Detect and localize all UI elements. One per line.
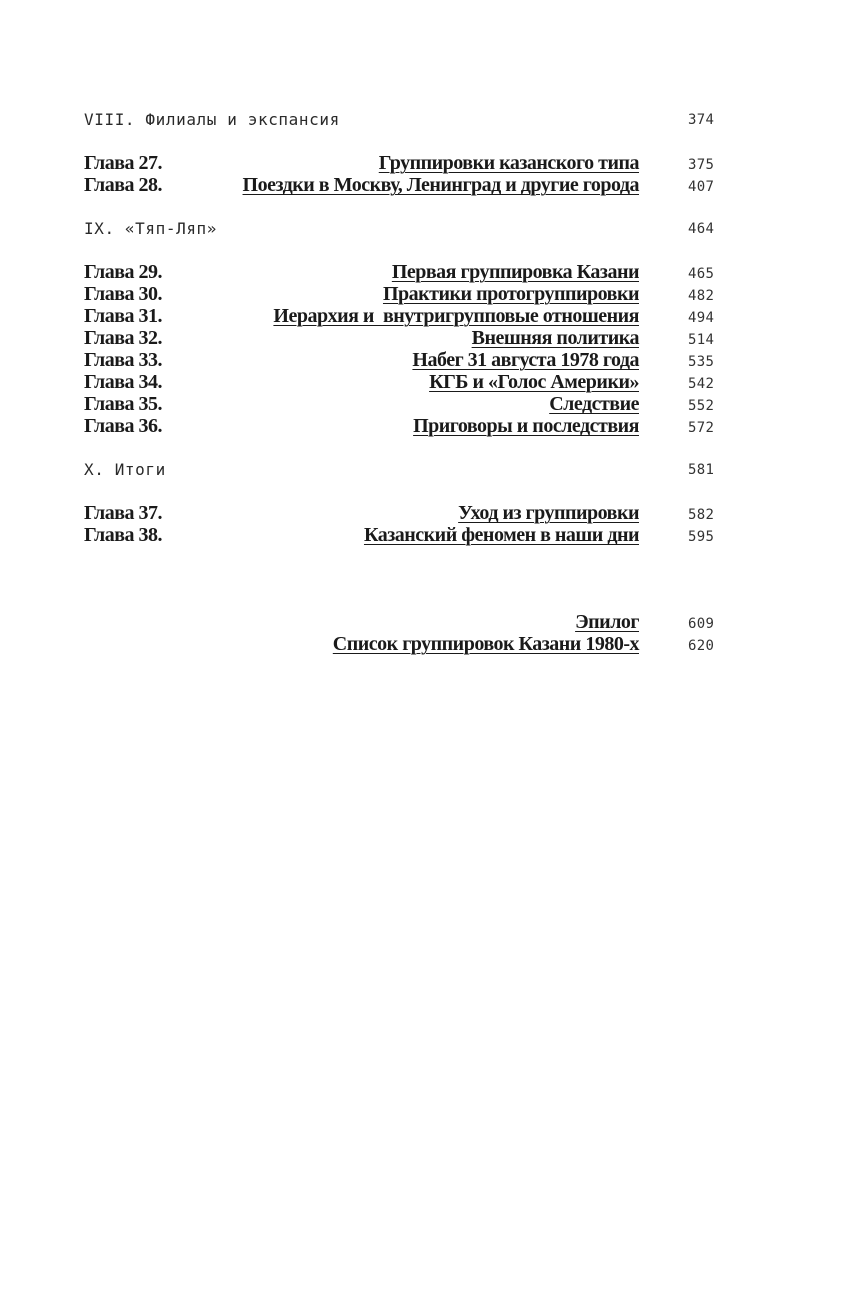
part-title: IX. «Тяп-Ляп» xyxy=(84,219,218,238)
part-page-number: 464 xyxy=(688,221,715,237)
chapter-title-link[interactable]: Поездки в Москву, Ленинград и другие города xyxy=(242,174,639,196)
back-matter-entry[interactable] xyxy=(84,633,724,655)
chapter-entry[interactable] xyxy=(84,393,724,415)
chapter-entry[interactable] xyxy=(84,174,724,196)
chapter-page-number: 582 xyxy=(688,507,715,523)
chapter-label: Глава 30. xyxy=(84,283,162,305)
chapter-title-link[interactable]: Приговоры и последствия xyxy=(413,415,639,437)
chapter-page-number: 542 xyxy=(688,376,715,392)
chapter-label: Глава 34. xyxy=(84,371,162,393)
gang-list-link[interactable]: Список группировок Казани 1980-х xyxy=(332,633,639,655)
chapter-page-number: 595 xyxy=(688,529,715,545)
chapter-entry[interactable] xyxy=(84,152,724,174)
part-title: X. Итоги xyxy=(84,460,166,479)
chapter-entry[interactable] xyxy=(84,327,724,349)
chapter-page-number: 494 xyxy=(688,310,715,326)
chapter-label: Глава 29. xyxy=(84,261,162,283)
back-matter-list xyxy=(84,611,724,655)
back-matter-entry[interactable] xyxy=(84,611,724,633)
part-heading[interactable] xyxy=(84,109,724,131)
chapter-title-link[interactable]: Следствие xyxy=(549,393,639,415)
chapter-title-link[interactable]: Казанский феномен в наши дни xyxy=(363,524,639,546)
part-heading[interactable] xyxy=(84,459,724,481)
part-page-number: 374 xyxy=(688,112,715,128)
part-page-number: 581 xyxy=(688,462,715,478)
chapter-entry[interactable] xyxy=(84,305,724,327)
chapter-title-link[interactable]: КГБ и «Голос Америки» xyxy=(429,371,639,393)
chapter-entry[interactable] xyxy=(84,415,724,437)
chapter-title-link[interactable]: Группировки казанского типа xyxy=(378,152,639,174)
chapter-label: Глава 36. xyxy=(84,415,162,437)
chapter-title-link[interactable]: Первая группировка Казани xyxy=(391,261,639,283)
chapter-title-link[interactable]: Уход из группировки xyxy=(458,502,639,524)
chapter-page-number: 407 xyxy=(688,179,715,195)
chapter-list xyxy=(84,261,724,437)
part-heading[interactable] xyxy=(84,218,724,240)
chapter-entry[interactable] xyxy=(84,371,724,393)
chapter-page-number: 375 xyxy=(688,157,715,173)
chapter-label: Глава 37. xyxy=(84,502,162,524)
chapter-title-link[interactable]: Практики протогруппировки xyxy=(382,283,639,305)
chapter-title-link[interactable]: Набег 31 августа 1978 года xyxy=(412,349,639,371)
part-title: VIII. Филиалы и экспансия xyxy=(84,110,340,129)
chapter-entry[interactable] xyxy=(84,349,724,371)
chapter-page-number: 535 xyxy=(688,354,715,370)
chapter-list xyxy=(84,502,724,546)
chapter-page-number: 552 xyxy=(688,398,715,414)
chapter-label: Глава 33. xyxy=(84,349,162,371)
chapter-label: Глава 31. xyxy=(84,305,162,327)
chapter-page-number: 572 xyxy=(688,420,715,436)
chapter-entry[interactable] xyxy=(84,283,724,305)
chapter-page-number: 514 xyxy=(688,332,715,348)
chapter-page-number: 482 xyxy=(688,288,715,304)
chapter-entry[interactable] xyxy=(84,502,724,524)
chapter-page-number: 465 xyxy=(688,266,715,282)
chapter-label: Глава 38. xyxy=(84,524,162,546)
epilogue-link[interactable]: Эпилог xyxy=(575,611,639,633)
chapter-entry[interactable] xyxy=(84,524,724,546)
chapter-label: Глава 35. xyxy=(84,393,162,415)
chapter-label: Глава 28. xyxy=(84,174,162,196)
table-of-contents xyxy=(84,109,724,655)
chapter-entry[interactable] xyxy=(84,261,724,283)
chapter-list xyxy=(84,152,724,196)
back-matter-page-number: 620 xyxy=(688,638,715,654)
chapter-title-link[interactable]: Иерархия и внутригрупповые отношения xyxy=(273,305,639,327)
chapter-title-link[interactable]: Внешняя политика xyxy=(471,327,639,349)
chapter-label: Глава 32. xyxy=(84,327,162,349)
chapter-label: Глава 27. xyxy=(84,152,162,174)
back-matter-page-number: 609 xyxy=(688,616,715,632)
